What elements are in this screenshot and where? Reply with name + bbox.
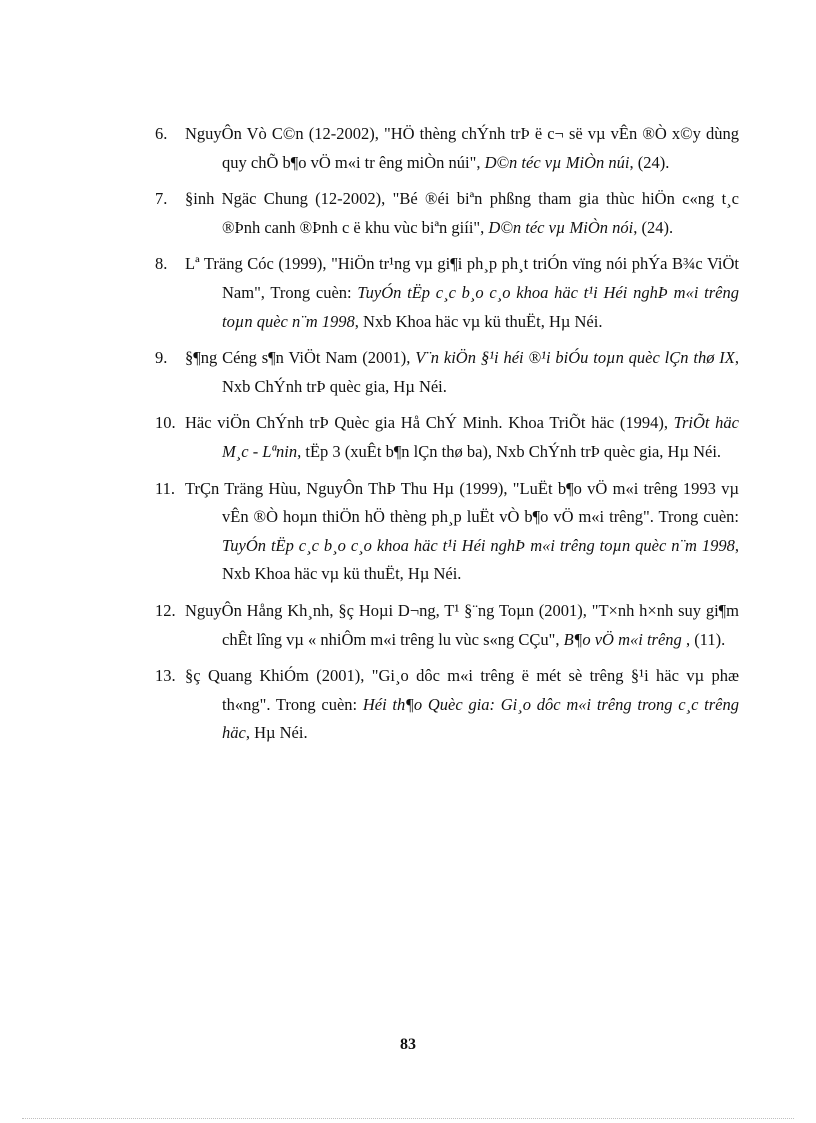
reference-text: Lª Träng Cóc (1999), "HiÖn tr¹ng vµ gi¶i ph¸p ph¸t triÓn vïng nói phÝa B¾c ViÖt Nam", Trong cuèn: bbox=[185, 254, 739, 302]
reference-item bbox=[155, 409, 739, 466]
reference-tail: , (24). bbox=[629, 152, 670, 172]
reference-list bbox=[155, 120, 739, 756]
reference-text: §inh Ngäc Chung (12-2002), "Bé ®éi biªn phßng tham gia thùc hiÖn c«ng t¸c ®Þnh canh ®Þnh c ë khu vùc biªn giíi", bbox=[185, 189, 739, 237]
reference-tail: , Hµ Néi. bbox=[245, 723, 308, 743]
reference-number: 10. bbox=[155, 413, 176, 433]
reference-tail: , Nxb Khoa häc vµ kü thuËt, Hµ Néi. bbox=[222, 535, 739, 584]
reference-number: 13. bbox=[155, 666, 176, 686]
reference-number: 9. bbox=[155, 348, 168, 368]
reference-source-title: B¶o vÖ m«i trêng bbox=[563, 629, 682, 649]
reference-source-title: TuyÓn tËp c¸c b¸o c¸o khoa häc t¹i Héi nghÞ m«i trêng toµn quèc n¨m 1998 bbox=[222, 282, 739, 331]
reference-tail: , (24). bbox=[633, 217, 674, 237]
reference-item bbox=[155, 475, 739, 589]
reference-item bbox=[155, 597, 739, 654]
reference-source-title: D©n téc vµ MiÒn núi bbox=[484, 152, 630, 172]
page-bottom-divider bbox=[22, 1118, 794, 1119]
reference-text: TrÇn Träng Hùu, NguyÔn ThÞ Thu Hµ (1999), "LuËt b¶o vÖ m«i trêng 1993 vµ vÊn ®Ò hoµn thiÖn hÖ thèng ph¸p luËt vÒ b¶o vÖ m«i trêng". Trong cuèn: bbox=[185, 478, 739, 527]
reference-source-title: D©n téc vµ MiÒn nói bbox=[488, 217, 634, 237]
reference-source-title: TriÕt häc M¸c - Lªnin bbox=[222, 413, 739, 461]
reference-item bbox=[155, 662, 739, 748]
reference-number: 8. bbox=[155, 254, 168, 274]
reference-tail: , Nxb ChÝnh trÞ quèc gia, Hµ Néi. bbox=[222, 348, 739, 396]
reference-text: NguyÔn Vò C©n (12-2002), "HÖ thèng chÝnh trÞ ë c¬ së vµ vÊn ®Ò x©y dùng quy chÕ b¶o vÖ m«i tr êng miÒn núi", bbox=[185, 124, 739, 172]
reference-text: NguyÔn Hång Kh¸nh, §ç Hoµi D¬ng, T¹ §¨ng Toµn (2001), "T×nh h×nh suy gi¶m chÊt lîng vµ « nhiÔm m«i trêng lu vùc s«ng CÇu", bbox=[185, 600, 739, 649]
reference-tail: , Nxb Khoa häc vµ kü thuËt, Hµ Néi. bbox=[354, 311, 603, 331]
reference-item bbox=[155, 250, 739, 336]
reference-item bbox=[155, 185, 739, 242]
reference-text: §ç Quang KhiÓm (2001), "Gi¸o dôc m«i trêng ë mét sè trêng §¹i häc vµ phæ th«ng". Trong cuèn: bbox=[185, 666, 739, 714]
reference-number: 6. bbox=[155, 124, 168, 143]
reference-number: 7. bbox=[155, 189, 168, 209]
reference-tail: , tËp 3 (xuÊt b¶n lÇn thø ba), Nxb ChÝnh trÞ quèc gia, Hµ Néi. bbox=[297, 441, 722, 461]
reference-number: 12. bbox=[155, 600, 176, 620]
reference-text: §¶ng Céng s¶n ViÖt Nam (2001), bbox=[185, 348, 416, 368]
reference-source-title: Héi th¶o Quèc gia: Gi¸o dôc m«i trêng trong c¸c trêng häc bbox=[222, 694, 739, 743]
reference-tail: , (11). bbox=[681, 629, 726, 649]
reference-source-title: V¨n kiÖn §¹i héi ®¹i biÓu toµn quèc lÇn thø IX bbox=[415, 348, 735, 368]
reference-item bbox=[155, 344, 739, 401]
page-number: 83 bbox=[400, 1036, 416, 1053]
reference-source-title: TuyÓn tËp c¸c b¸o c¸o khoa häc t¹i Héi nghÞ m«i trêng toµn quèc n¨m 1998 bbox=[222, 535, 735, 555]
reference-number: 11. bbox=[155, 478, 176, 498]
reference-text: Häc viÖn ChÝnh trÞ Quèc gia Hå ChÝ Minh. Khoa TriÕt häc (1994), bbox=[185, 413, 674, 433]
reference-item bbox=[155, 120, 739, 177]
